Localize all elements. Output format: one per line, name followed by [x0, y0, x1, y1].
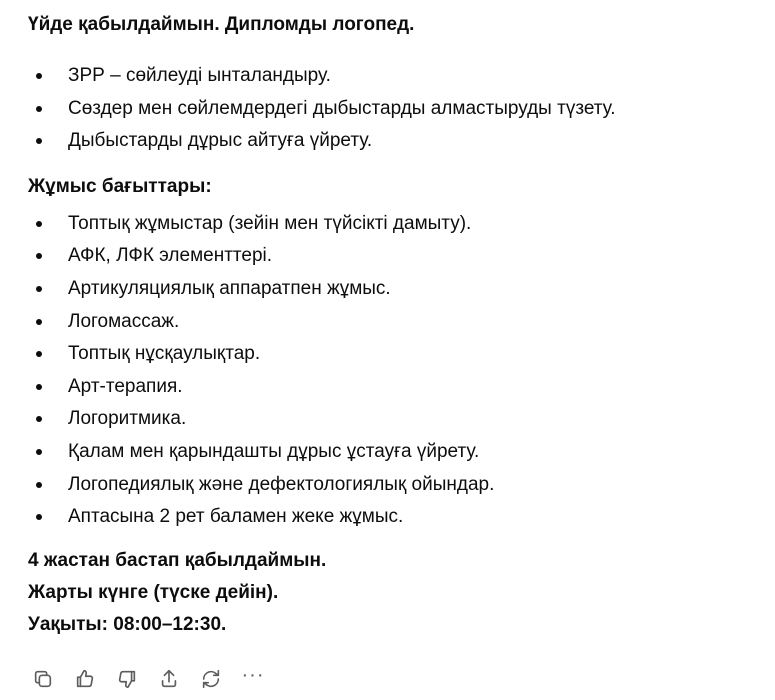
bullet-icon	[36, 416, 42, 422]
schedule-info: Жарты күнге (түске дейін).	[28, 581, 279, 603]
copy-icon	[32, 668, 54, 690]
thumbs-down-button[interactable]	[112, 664, 142, 694]
bullet-icon	[36, 253, 42, 259]
bullet-icon	[36, 319, 42, 325]
list-item: Қалам мен қарындашты дұрыс ұстауға үйрету.	[28, 436, 758, 469]
bullet-icon	[36, 449, 42, 455]
bullet-icon	[36, 384, 42, 390]
list-item: Арт-терапия.	[28, 371, 758, 404]
bullet-icon	[36, 73, 42, 79]
list-item: Сөздер мен сөйлемдердегі дыбыстарды алмастыруды түзету.	[28, 93, 758, 126]
list-item: Логопедиялық және дефектологиялық ойындар.	[28, 469, 758, 502]
list-item: Логоритмика.	[28, 403, 758, 436]
bullet-icon	[36, 482, 42, 488]
regenerate-button[interactable]	[196, 664, 226, 694]
thumbs-up-icon	[74, 668, 96, 690]
list-item: Дыбыстарды дұрыс айтуға үйрету.	[28, 125, 758, 158]
directions-list	[28, 208, 758, 534]
assistant-message	[28, 10, 758, 640]
bullet-icon	[36, 286, 42, 292]
list-item: АФК, ЛФК элементтері.	[28, 240, 758, 273]
intro-text: Үйде қабылдаймын. Дипломды логопед.	[28, 14, 415, 35]
bullet-icon	[36, 514, 42, 520]
message-actions-toolbar	[28, 664, 268, 694]
list-item: Топтық нұсқаулықтар.	[28, 338, 758, 371]
list-item: Аптасына 2 рет баламен жеке жұмыс.	[28, 501, 758, 534]
bullet-icon	[36, 221, 42, 227]
copy-button[interactable]	[28, 664, 58, 694]
list-item: Логомассаж.	[28, 306, 758, 339]
age-info: 4 жастан бастап қабылдаймын.	[28, 549, 327, 571]
list-item: Артикуляциялық аппаратпен жұмыс.	[28, 273, 758, 306]
list-item: ЗРР – сөйлеуді ынталандыру.	[28, 60, 758, 93]
services-list	[28, 60, 758, 158]
bullet-icon	[36, 138, 42, 144]
bullet-icon	[36, 106, 42, 112]
more-button[interactable]	[238, 664, 268, 694]
bullet-icon	[36, 351, 42, 357]
share-icon	[158, 668, 180, 690]
thumbs-down-icon	[116, 668, 138, 690]
thumbs-up-button[interactable]	[70, 664, 100, 694]
directions-heading: Жұмыс бағыттары:	[28, 175, 212, 197]
more-icon: ···	[241, 664, 265, 686]
list-item: Топтық жұмыстар (зейін мен түйсікті дамыту).	[28, 208, 758, 241]
share-button[interactable]	[154, 664, 184, 694]
regenerate-icon	[200, 668, 222, 690]
time-info: Уақыты: 08:00–12:30.	[28, 613, 227, 635]
